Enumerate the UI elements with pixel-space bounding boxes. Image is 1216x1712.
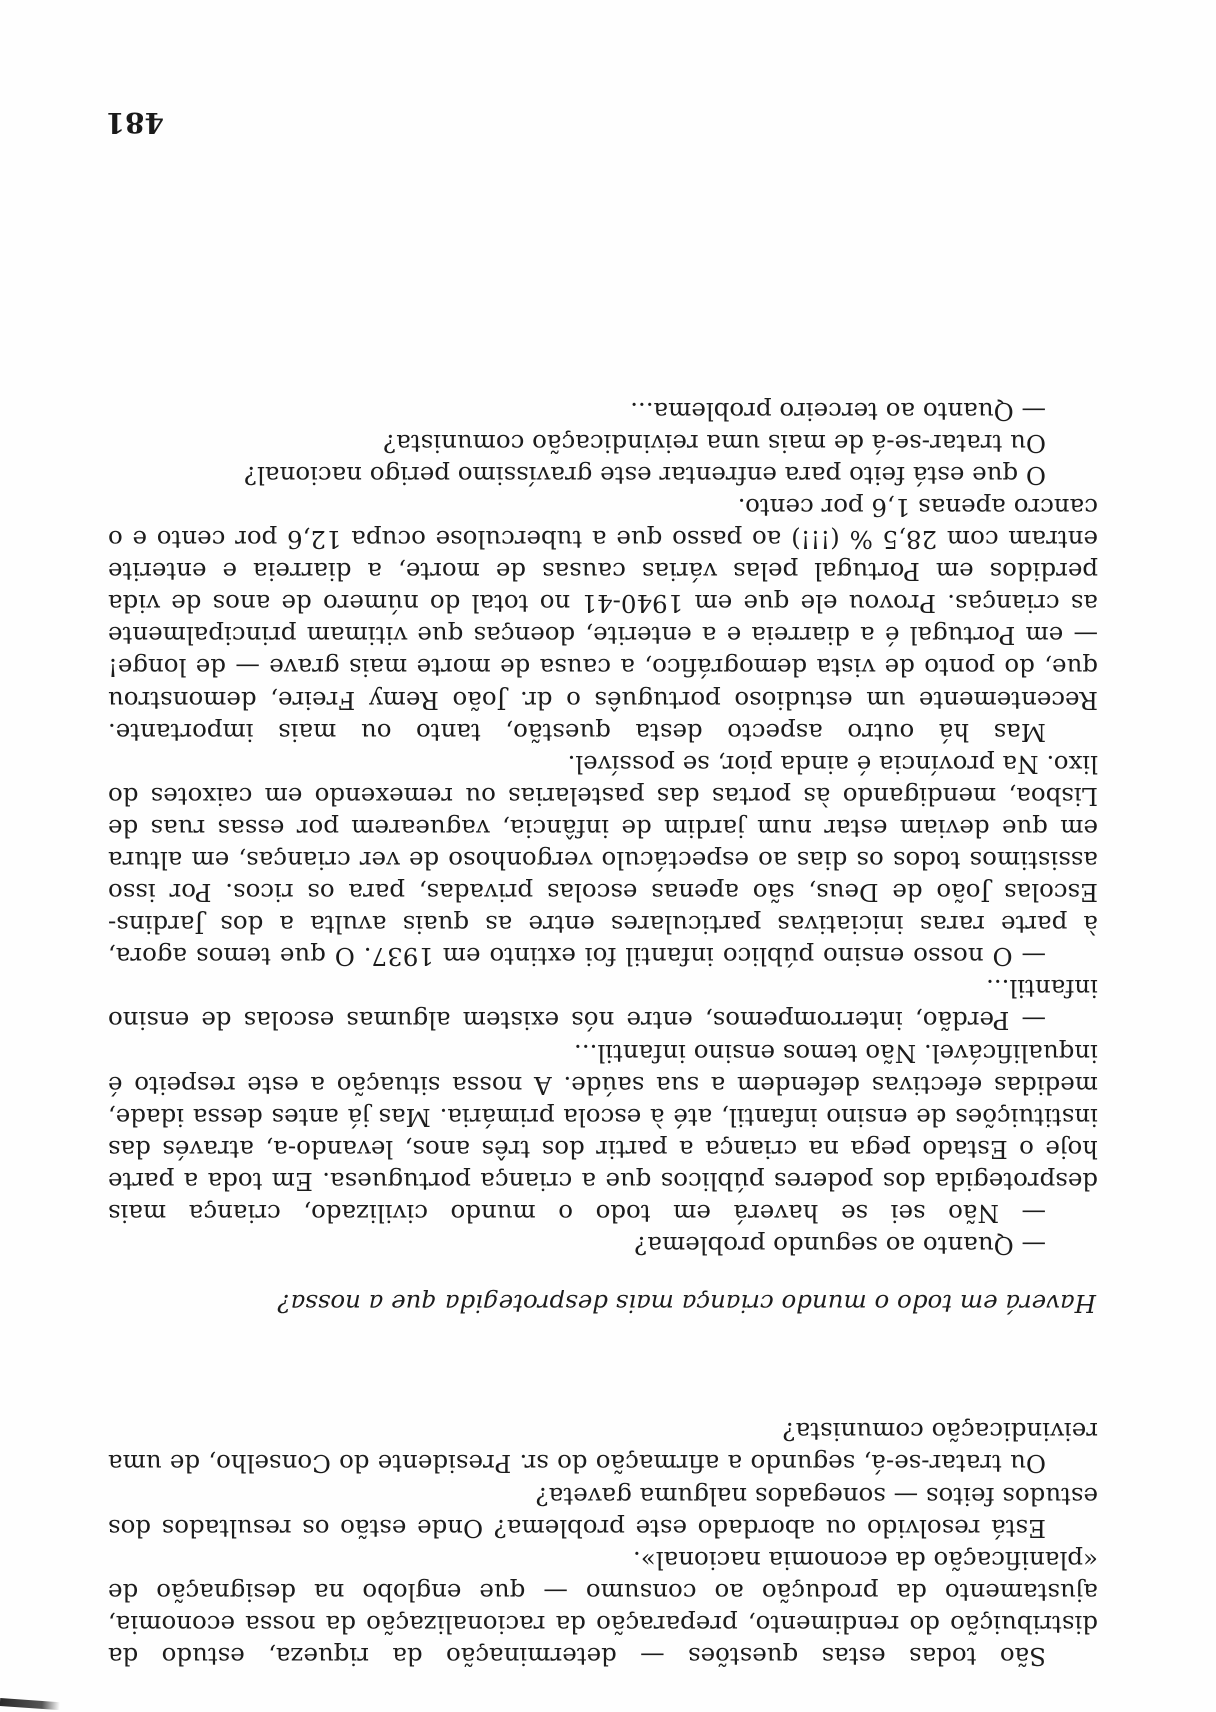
paragraph: Ou tratar-se-á, segundo a afirmação do sr. Presidente do Conselho, de uma reivindicação comunista? [108, 1417, 1098, 1479]
paragraph: — Quanto ao terceiro problema... [630, 396, 1046, 426]
paragraph: Está resolvido ou abordado este problema? Onde estão os resultados dos estudos feitos — sonegados nalguma gaveta? [108, 1481, 1098, 1543]
page-number: 481 [105, 106, 164, 139]
paragraph: Mas há outro aspecto desta questão, tanto ou mais importante. Recentemente um estudioso português o dr. João Remy Freire, demonstrou que, do ponto de vista demográfico, a causa de morte mais grave — de longe! — em Portugal é a diarreia e a enterite, doenças que vitimam principalmente as crianças. Provou ele que em 1940-41 no total do número de anos de vida perdidos em Portugal pelas várias causas de morte, a diarreia e enterite entram com 28,5 % (!!!) ao passo que a tuberculose ocupa 12,6 por cento e o cancro apenas 1,6 por cento. [108, 493, 1098, 747]
paragraph: — Quanto ao segundo problema? [634, 1231, 1046, 1261]
paragraph: O que está feito para enfrentar este gravíssimo perigo nacional? [243, 460, 1046, 490]
page-text-body [108, 395, 1098, 1672]
paragraph: — Não sei se haverá em todo o mundo civilizado, criança mais desprotegida dos poderes públicos que a criança portuguesa. Em toda a parte hoje o Estado pega na criança a partir dos três anos, levando-a, através das instituições de ensino infantil, até à escola primária. Mas já antes dessa idade, medidas efectivas defendem a sua saúde. A nossa situação a este respeito é inqualificável. Não temos ensino infantil... [108, 1038, 1098, 1229]
paragraph: — O nosso ensino público infantil foi extinto em 1937. O que temos agora, à parte raras iniciativas particulares entre as quais avulta a dos Jardins-Escolas João de Deus, são apenas escolas privadas, para os ricos. Por isso assistimos todos os dias ao espectáculo vergonhoso de ver crianças, em altura em que deviam estar num jardim de infância, vaguearem por essas ruas de Lisboa, mendigando às portas das pastelarias ou remexendo em caixotes do lixo. Na província é ainda pior, se possível. [108, 749, 1098, 972]
paragraph: — Perdão, interrompemos, entre nós existem algumas escolas de ensino infantil... [108, 974, 1098, 1036]
paragraph: São todas estas questões — determinação da riqueza, estudo da distribuição do rendimento, preparação da racionalização da nossa economia, ajustamento da produção ao consumo — que englobo na designação de «planificação da economia nacional». [108, 1545, 1098, 1671]
paragraph: Ou tratar-se-á de mais uma reivindicação comunista? [383, 428, 1046, 458]
section-heading: Haverá em todo o mundo criança mais desprotegida que a nossa? [277, 1289, 1096, 1319]
